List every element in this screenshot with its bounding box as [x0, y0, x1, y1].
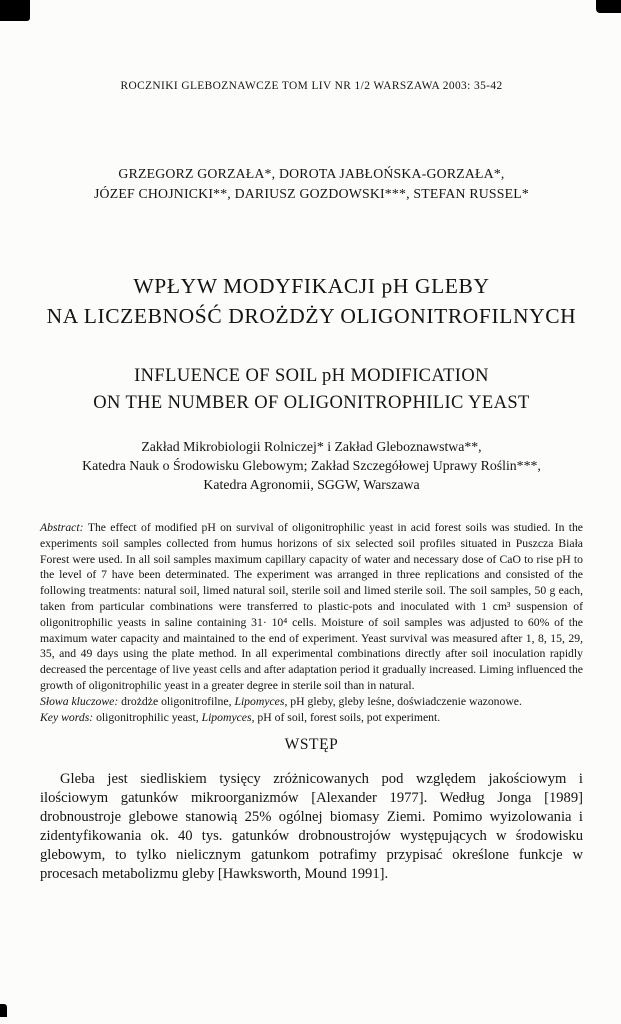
- keywords-polish-text: drożdże oligonitrofilne,: [121, 694, 235, 708]
- title-english-line: INFLUENCE OF SOIL pH MODIFICATION: [134, 366, 489, 386]
- title-english: [40, 363, 583, 417]
- abstract-text: The effect of modified pH on survival of oligonitrophilic yeast in acid forest soils was studied. In the experiments soil samples collected from humus horizons of six selected soil profiles situated in Puszcza Biała Forest were used. In all soil samples maximum capillary capacity of water and necessary dose of CaO to rise pH to the level of 7 have been determinated. The experiment was arranged in three replications and consisted of the following treatments: natural soil, limed natural soil, sterile soil and limed sterile soil. The soil samples, 50 g each, taken from particular combinations were transferred to plastic-pots and inoculated with 1 cm³ suspension of oligonitrophilic yeasts in saline containing 31· 10⁴ cells. Moisture of soil samples was adjusted to 60% of the maximum water capacity and maintained to the end of experiment. Yeast survival was measured after 1, 8, 15, 29, 35, and 49 days using the plate method. In all experimental combinations directly after soil inoculation rapidly decreased the percentage of live yeast cells and after adaptation period it gradually increased. Liming influenced the growth of oligonitrophilic yeast in a greater degree in sterile soil than in natural.: [40, 521, 583, 692]
- affiliation-line: Katedra Agronomii, SGGW, Warszawa: [203, 477, 420, 492]
- keywords-polish-label: Słowa kluczowe:: [40, 694, 122, 708]
- keywords-english: [40, 710, 583, 726]
- section-heading-wstep: WSTĘP: [284, 736, 339, 754]
- keywords-polish-genus: Lipomyces: [234, 694, 285, 708]
- scan-artifact-top-left: [0, 0, 30, 21]
- keywords-english-text: oligonitrophilic yeast,: [96, 710, 202, 724]
- journal-header: ROCZNIKI GLEBOZNAWCZE TOM LIV NR 1/2 WARSZAWA 2003: 35-42: [120, 80, 503, 92]
- affiliation-block: [40, 437, 583, 494]
- scan-artifact-top-right: [596, 0, 621, 13]
- authors-block: [40, 164, 583, 203]
- abstract-section: [40, 520, 583, 725]
- affiliation-line: Zakład Mikrobiologii Rolniczej* i Zakład Gleboznawstwa**,: [141, 439, 482, 454]
- authors-line: GRZEGORZ GORZAŁA*, DOROTA JABŁOŃSKA-GORZAŁA*,: [118, 166, 505, 181]
- title-polish-line: WPŁYW MODYFIKACJI pH GLEBY: [133, 274, 490, 298]
- title-polish-line: NA LICZEBNOŚĆ DROŻDŻY OLIGONITROFILNYCH: [46, 304, 577, 328]
- authors-line: JÓZEF CHOJNICKI**, DARIUSZ GOZDOWSKI***, STEFAN RUSSEL*: [93, 185, 529, 201]
- affiliation-line: Katedra Nauk o Środowisku Glebowym; Zakład Szczegółowej Uprawy Roślin***,: [82, 458, 541, 473]
- keywords-english-label: Key words:: [40, 710, 97, 724]
- scan-artifact-bottom-left: [0, 1004, 7, 1017]
- keywords-english-text: , pH of soil, forest soils, pot experiment.: [251, 710, 441, 724]
- title-polish: [40, 271, 583, 331]
- abstract-label: Abstract:: [40, 521, 88, 534]
- abstract-paragraph: [40, 520, 583, 694]
- keywords-english-genus: Lipomyces: [201, 710, 252, 724]
- keywords-polish: [40, 694, 583, 710]
- keywords-polish-text: , pH gleby, gleby leśne, doświadczenie wazonowe.: [284, 694, 522, 708]
- intro-paragraph: Gleba jest siedliskiem tysięcy zróżnicowanych pod względem jakościowym i ilościowym gatunków mikroorganizmów [Alexander 1977]. Według Jonga [1989] drobnoustroje glebowe stanowią 25% ogólnej biomasy Ziemi. Pomimo wyizolowania i zidentyfikowania ok. 40 tys. gatunków drobnoustrojów występujących w środowisku glebowym, to tylko nielicznym gatunkom potrafimy przypisać określone funkcje w procesach metabolizmu gleby [Hawksworth, Mound 1991].: [40, 770, 583, 882]
- title-english-line: ON THE NUMBER OF OLIGONITROPHILIC YEAST: [93, 393, 530, 413]
- page-content: [40, 0, 583, 884]
